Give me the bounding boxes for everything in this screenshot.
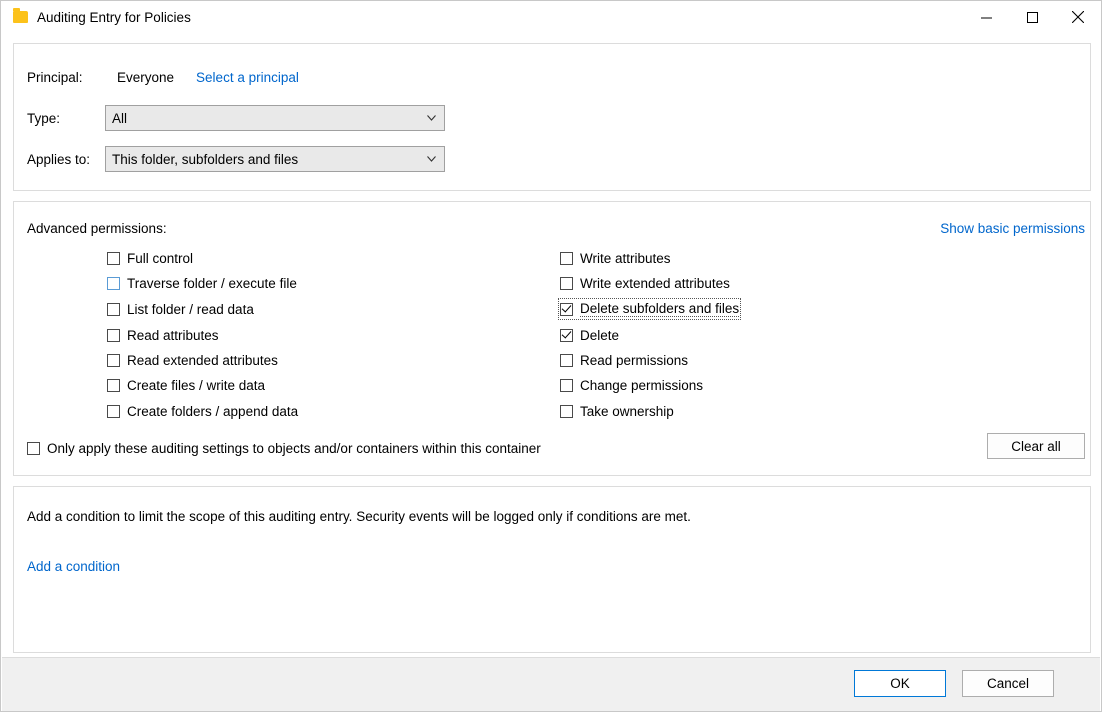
checkbox-icon: [107, 329, 120, 342]
only-apply-checkbox[interactable]: [27, 441, 541, 456]
advanced-permissions-heading: Advanced permissions:: [27, 221, 167, 236]
type-combobox-value: All: [112, 110, 128, 126]
permission-checkbox-write-extended-attributes[interactable]: [560, 274, 730, 292]
permission-checkbox-read-permissions[interactable]: [560, 351, 688, 369]
permission-label: Create folders / append data: [127, 403, 299, 419]
permission-checkbox-delete-subfolders-and-files[interactable]: [560, 300, 739, 318]
permission-label: Full control: [127, 250, 194, 266]
permission-checkbox-change-permissions[interactable]: [560, 376, 703, 394]
permission-label: Write extended attributes: [580, 275, 730, 291]
permission-checkbox-traverse-folder[interactable]: [107, 274, 297, 292]
principal-row: [27, 70, 299, 85]
window-title: Auditing Entry for Policies: [37, 9, 191, 25]
permission-checkbox-create-folders[interactable]: [107, 402, 298, 420]
permission-checkbox-read-attributes[interactable]: [107, 326, 219, 344]
bottom-edge: [2, 708, 1100, 711]
ok-button[interactable]: OK: [854, 670, 946, 697]
checkbox-icon: [560, 354, 573, 367]
permission-checkbox-full-control[interactable]: [107, 249, 193, 267]
conditions-description: Add a condition to limit the scope of this auditing entry. Security events will be logged only if conditions are met.: [27, 509, 691, 524]
permission-checkbox-delete[interactable]: [560, 326, 619, 344]
permission-label: Take ownership: [580, 403, 674, 419]
permission-checkbox-take-ownership[interactable]: [560, 402, 674, 420]
checkbox-icon: [27, 442, 40, 455]
permission-label: Read permissions: [580, 352, 689, 368]
checkbox-icon: [560, 252, 573, 265]
principal-value: Everyone: [117, 70, 175, 85]
checkbox-icon: [560, 303, 573, 316]
permission-label: Delete: [580, 327, 620, 343]
permission-label: Read attributes: [127, 327, 219, 343]
checkbox-icon: [107, 303, 120, 316]
minimize-icon[interactable]: [963, 1, 1009, 33]
only-apply-label: Only apply these auditing settings to objects and/or containers within this container: [47, 441, 541, 456]
clear-all-button[interactable]: Clear all: [987, 433, 1085, 459]
permission-label: Write attributes: [580, 250, 671, 266]
title-bar: [1, 1, 1101, 33]
permission-label: Delete subfolders and files: [580, 301, 740, 316]
applies-to-combobox[interactable]: [105, 146, 445, 172]
permission-checkbox-create-files[interactable]: [107, 376, 265, 394]
add-condition-link[interactable]: Add a condition: [27, 559, 121, 574]
permission-label: Read extended attributes: [127, 352, 278, 368]
checkbox-icon: [107, 405, 120, 418]
type-row: [27, 105, 445, 131]
permission-label: List folder / read data: [127, 301, 254, 317]
type-combobox[interactable]: [105, 105, 445, 131]
applies-to-combobox-value: This folder, subfolders and files: [112, 151, 299, 167]
checkbox-icon: [107, 379, 120, 392]
applies-to-label: Applies to:: [27, 151, 91, 167]
permission-label: Traverse folder / execute file: [127, 275, 297, 291]
checkbox-icon: [107, 252, 120, 265]
chevron-down-icon: [418, 106, 444, 130]
permission-label: Create files / write data: [127, 377, 266, 393]
maximize-icon[interactable]: [1009, 1, 1055, 33]
caption-buttons: [963, 1, 1101, 33]
checkbox-icon: [560, 329, 573, 342]
cancel-button[interactable]: Cancel: [962, 670, 1054, 697]
principal-label: Principal:: [27, 70, 83, 85]
folder-icon: [13, 9, 29, 25]
show-basic-permissions-link[interactable]: Show basic permissions: [940, 221, 1085, 236]
checkbox-icon: [107, 277, 120, 290]
checkbox-icon: [107, 354, 120, 367]
applies-to-row: [27, 146, 445, 172]
permission-label: Change permissions: [580, 377, 704, 393]
chevron-down-icon: [418, 147, 444, 171]
close-icon[interactable]: [1055, 1, 1101, 33]
permission-checkbox-write-attributes[interactable]: [560, 249, 671, 267]
type-label: Type:: [27, 110, 61, 126]
checkbox-icon: [560, 405, 573, 418]
select-principal-link[interactable]: Select a principal: [196, 70, 299, 85]
checkbox-icon: [560, 379, 573, 392]
permission-checkbox-read-extended-attributes[interactable]: [107, 351, 278, 369]
permission-checkbox-list-folder[interactable]: [107, 300, 254, 318]
checkbox-icon: [560, 277, 573, 290]
